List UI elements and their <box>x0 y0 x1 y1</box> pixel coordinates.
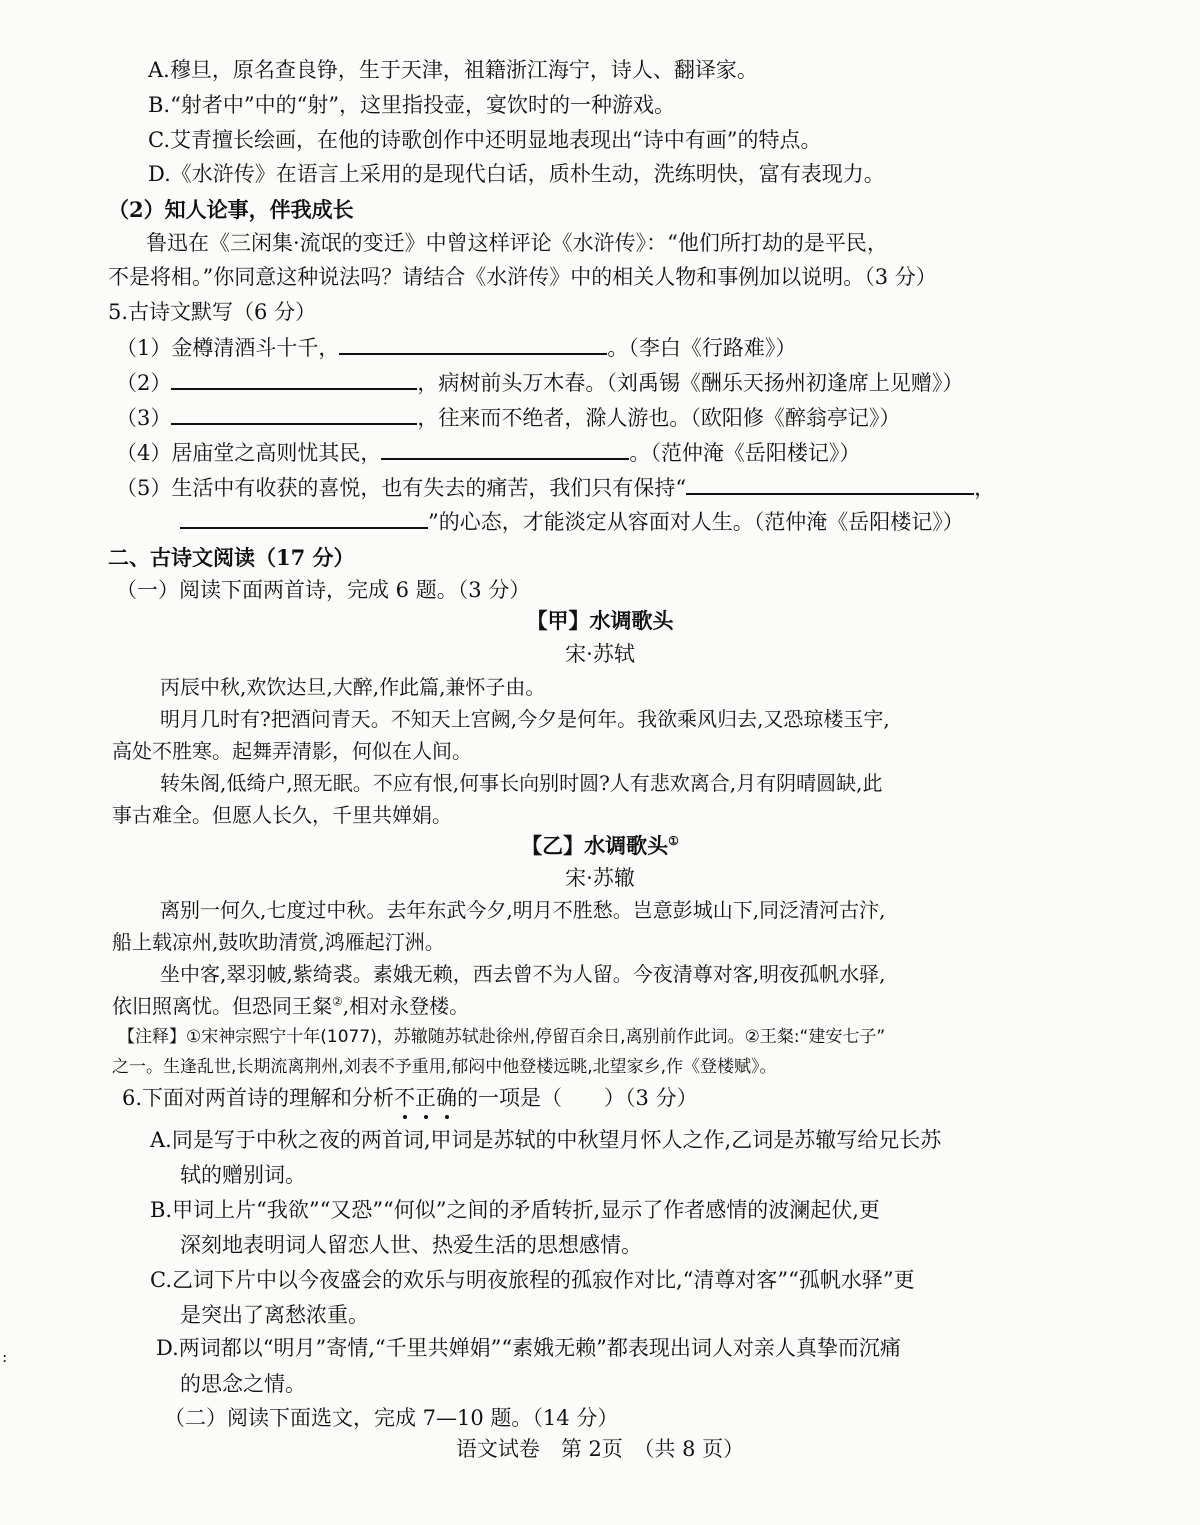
q5-item5-comma: ， <box>974 476 996 500</box>
q5-item2-prefix: （2） <box>116 371 172 395</box>
poem-b-p2-line1: 坐中客,翠羽帔,紫绮裘。素娥无赖，西去曾不为人留。今夜清尊对客,明夜孤帆水驿, <box>160 962 886 986</box>
poem-b-p2-line2-pre: 依旧照离忧。但恐同王粲 <box>112 994 332 1018</box>
q5-item5-line2 <box>180 505 964 537</box>
q5-heading: 5.古诗文默写（6 分） <box>108 300 317 324</box>
poem-b-footnote-mark: ① <box>668 834 679 848</box>
q5-item1-prefix: （1）金樽清酒斗十千， <box>116 336 340 360</box>
poem-a-preface: 丙辰中秋,欢饮达旦,大醉,作此篇,兼怀子由。 <box>160 675 546 699</box>
q6-stem <box>122 1083 698 1113</box>
q5-item3-prefix: （3） <box>116 406 172 430</box>
q6-option-c-line2: 是突出了离愁浓重。 <box>180 1303 369 1327</box>
q6-option-b-line2: 深刻地表明词人留恋人世、热爱生活的思想感情。 <box>180 1233 642 1257</box>
notes-line1: 【注释】①宋神宗熙宁十年(1077)，苏辙随苏轼赴徐州,停留百余日,离别前作此词。②王粲:“建安七子” <box>118 1027 886 1047</box>
q5-item1-blank[interactable] <box>339 331 607 355</box>
q5-item5-prefix: （5）生活中有收获的喜悦，也有失去的痛苦，我们只有保持“ <box>116 476 687 500</box>
poem-b-p2-line2-post: ,相对永登楼。 <box>342 994 470 1018</box>
poem-a-p2-line1: 转朱阁,低绮户,照无眠。不应有恨,何事长向别时圆?人有悲欢离合,月有阴晴圆缺,此 <box>160 771 883 795</box>
q6-option-a-line2: 轼的赠别词。 <box>180 1163 306 1187</box>
poem-a-p1-line1: 明月几时有?把酒问青天。不知天上宫阙,今夕是何年。我欲乘风归去,又恐琼楼玉宇, <box>160 707 890 731</box>
q5-item3 <box>116 401 900 433</box>
q4-option-a: A.穆旦，原名查良铮，生于天津，祖籍浙江海宁，诗人、翻译家。 <box>148 58 758 82</box>
section2-sub1: （一）阅读下面两首诗，完成 6 题。（3 分） <box>116 578 531 602</box>
poem-a-p1-line2: 高处不胜寒。起舞弄清影，何似在人间。 <box>112 739 472 763</box>
q4-option-c: C.艾青擅长绘画，在他的诗歌创作中还明显地表现出“诗中有画”的特点。 <box>148 128 822 152</box>
page-footer: 语文试卷 第 2页 （共 8 页） <box>455 1437 745 1461</box>
q4-part2-line2: 不是将相。”你同意这种说法吗？请结合《水浒传》中的相关人物和事例加以说明。（3 分） <box>108 265 937 289</box>
q6-stem-suffix: 的一项是（ ）（3 分） <box>457 1086 698 1110</box>
q5-item5-suffix: ”的心态，才能淡定从容面对人生。（范仲淹《岳阳楼记》） <box>428 510 964 534</box>
q5-item2 <box>116 366 963 398</box>
poem-b-p1-line2: 船上载凉州,鼓吹助清赏,鸿雁起汀洲。 <box>112 930 445 954</box>
section2-heading: 二、古诗文阅读（17 分） <box>108 545 355 570</box>
poem-a-author: 宋·苏轼 <box>565 642 635 666</box>
q4-option-d: D.《水浒传》在语言上采用的是现代白话，质朴生动，洗练明快，富有表现力。 <box>148 162 885 186</box>
q5-item3-blank[interactable] <box>171 401 417 425</box>
poem-b-title-row <box>0 831 1200 861</box>
q6-stem-emph-2: 正 <box>415 1083 436 1113</box>
poem-a-title: 【甲】水调歌头 <box>526 608 674 633</box>
q5-item5-line1 <box>116 471 995 503</box>
q5-item5-blank1[interactable] <box>686 471 974 495</box>
q5-item2-blank[interactable] <box>171 366 417 390</box>
q6-option-c-line1: C.乙词下片中以今夜盛会的欢乐与明夜旅程的孤寂作对比,“清尊对客”“孤帆水驿”更 <box>150 1268 915 1292</box>
poem-b-title: 【乙】水调歌头 <box>521 833 669 858</box>
poem-b-p1-line1: 离别一何久,七度过中秋。去年东武今夕,明月不胜愁。岂意彭城山下,同泛清河古汴, <box>160 898 886 922</box>
binding-margin-colon: : <box>2 1347 8 1366</box>
q4-part2-heading: （2）知人论事，伴我成长 <box>108 197 354 222</box>
q5-item4 <box>116 436 860 468</box>
poem-b-p2-line2 <box>112 991 469 1021</box>
poem-b-footnote-mark-2: ② <box>332 994 343 1009</box>
notes-line2: 之一。生逢乱世,长期流离荆州,刘表不予重用,郁闷中他登楼远眺,北望家乡,作《登楼赋》。 <box>112 1057 777 1077</box>
q5-item4-suffix: 。（范仲淹《岳阳楼记》） <box>629 441 861 465</box>
q6-stem-emph-3: 确 <box>436 1083 457 1113</box>
q5-item2-suffix: ，病树前头万木春。（刘禹锡《酬乐天扬州初逢席上见赠》） <box>417 371 964 395</box>
q5-item1 <box>116 331 796 363</box>
q5-item5-blank2[interactable] <box>180 505 428 529</box>
q5-item3-suffix: ，往来而不绝者，滁人游也。（欧阳修《醉翁亭记》） <box>417 406 901 430</box>
q6-option-d-line1: D.两词都以“明月”寄情,“千里共婵娟”“素娥无赖”都表现出词人对亲人真挚而沉痛 <box>156 1336 901 1360</box>
q6-stem-emph-1: 不 <box>394 1083 415 1113</box>
q6-option-b-line1: B.甲词上片“我欲”“又恐”“何似”之间的矛盾转折,显示了作者感情的波澜起伏,更 <box>150 1198 880 1222</box>
poem-a-p2-line2: 事古难全。但愿人长久，千里共婵娟。 <box>112 803 452 827</box>
q6-option-a-line1: A.同是写于中秋之夜的两首词,甲词是苏轼的中秋望月怀人之作,乙词是苏辙写给兄长苏 <box>150 1128 942 1152</box>
q5-item4-blank[interactable] <box>381 436 629 460</box>
q4-option-b: B.“射者中”中的“射”，这里指投壶，宴饮时的一种游戏。 <box>148 93 676 117</box>
q5-item1-suffix: 。（李白《行路难》） <box>607 336 797 360</box>
q6-option-d-line2: 的思念之情。 <box>180 1372 306 1396</box>
q6-stem-prefix: 6.下面对两首诗的理解和分析 <box>122 1086 395 1110</box>
q5-item4-prefix: （4）居庙堂之高则忧其民， <box>116 441 382 465</box>
poem-b-author: 宋·苏辙 <box>565 866 635 890</box>
q4-part2-line1: 鲁迅在《三闲集·流氓的变迁》中曾这样评论《水浒传》：“他们所打劫的是平民， <box>146 231 888 255</box>
section2-sub2: （二）阅读下面选文，完成 7—10 题。（14 分） <box>164 1406 619 1430</box>
